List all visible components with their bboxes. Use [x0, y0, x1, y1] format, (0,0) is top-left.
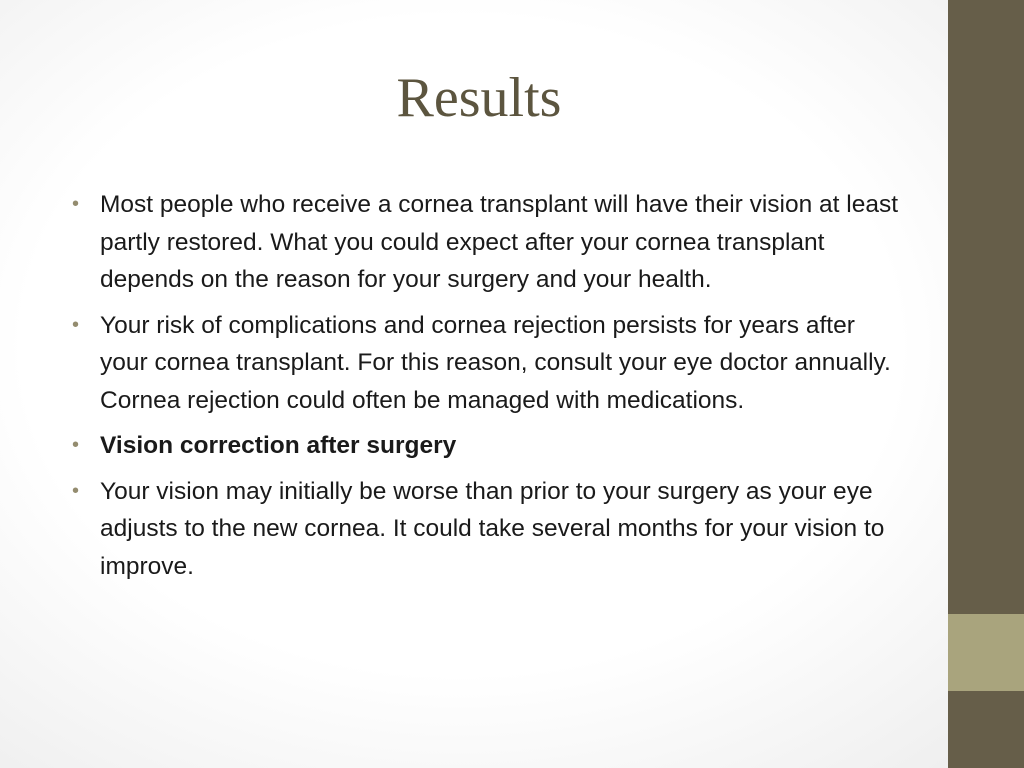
- bullet-text: Your risk of complications and cornea rejection persists for years after your cornea transplant. For this reason, consult your eye doctor annually. Cornea rejection could often be managed with medications.: [100, 311, 891, 414]
- bullet-text: Your vision may initially be worse than prior to your surgery as your eye adjusts to the new cornea. It could take several months for your vision to improve.: [100, 477, 885, 580]
- bullet-text: Most people who receive a cornea transplant will have their vision at least partly restored. What you could expect after your cornea transplant depends on the reason for your surgery and your health.: [100, 191, 899, 293]
- slide-title: Results: [396, 67, 562, 129]
- bullet-dot-icon: •: [72, 434, 80, 456]
- bullet-item-3-heading: [72, 427, 902, 465]
- sidebar-accent-block: [948, 614, 1024, 691]
- bullet-list: [72, 186, 902, 593]
- bullet-dot-icon: •: [72, 193, 80, 215]
- bullet-text: Vision correction after surgery: [100, 432, 457, 459]
- bullet-item-2: [72, 307, 902, 420]
- bullet-item-4: [72, 473, 902, 586]
- bullet-dot-icon: •: [72, 479, 80, 502]
- bullet-dot-icon: •: [72, 313, 80, 336]
- right-sidebar-bar: [948, 0, 1024, 768]
- bullet-item-1: [72, 186, 902, 299]
